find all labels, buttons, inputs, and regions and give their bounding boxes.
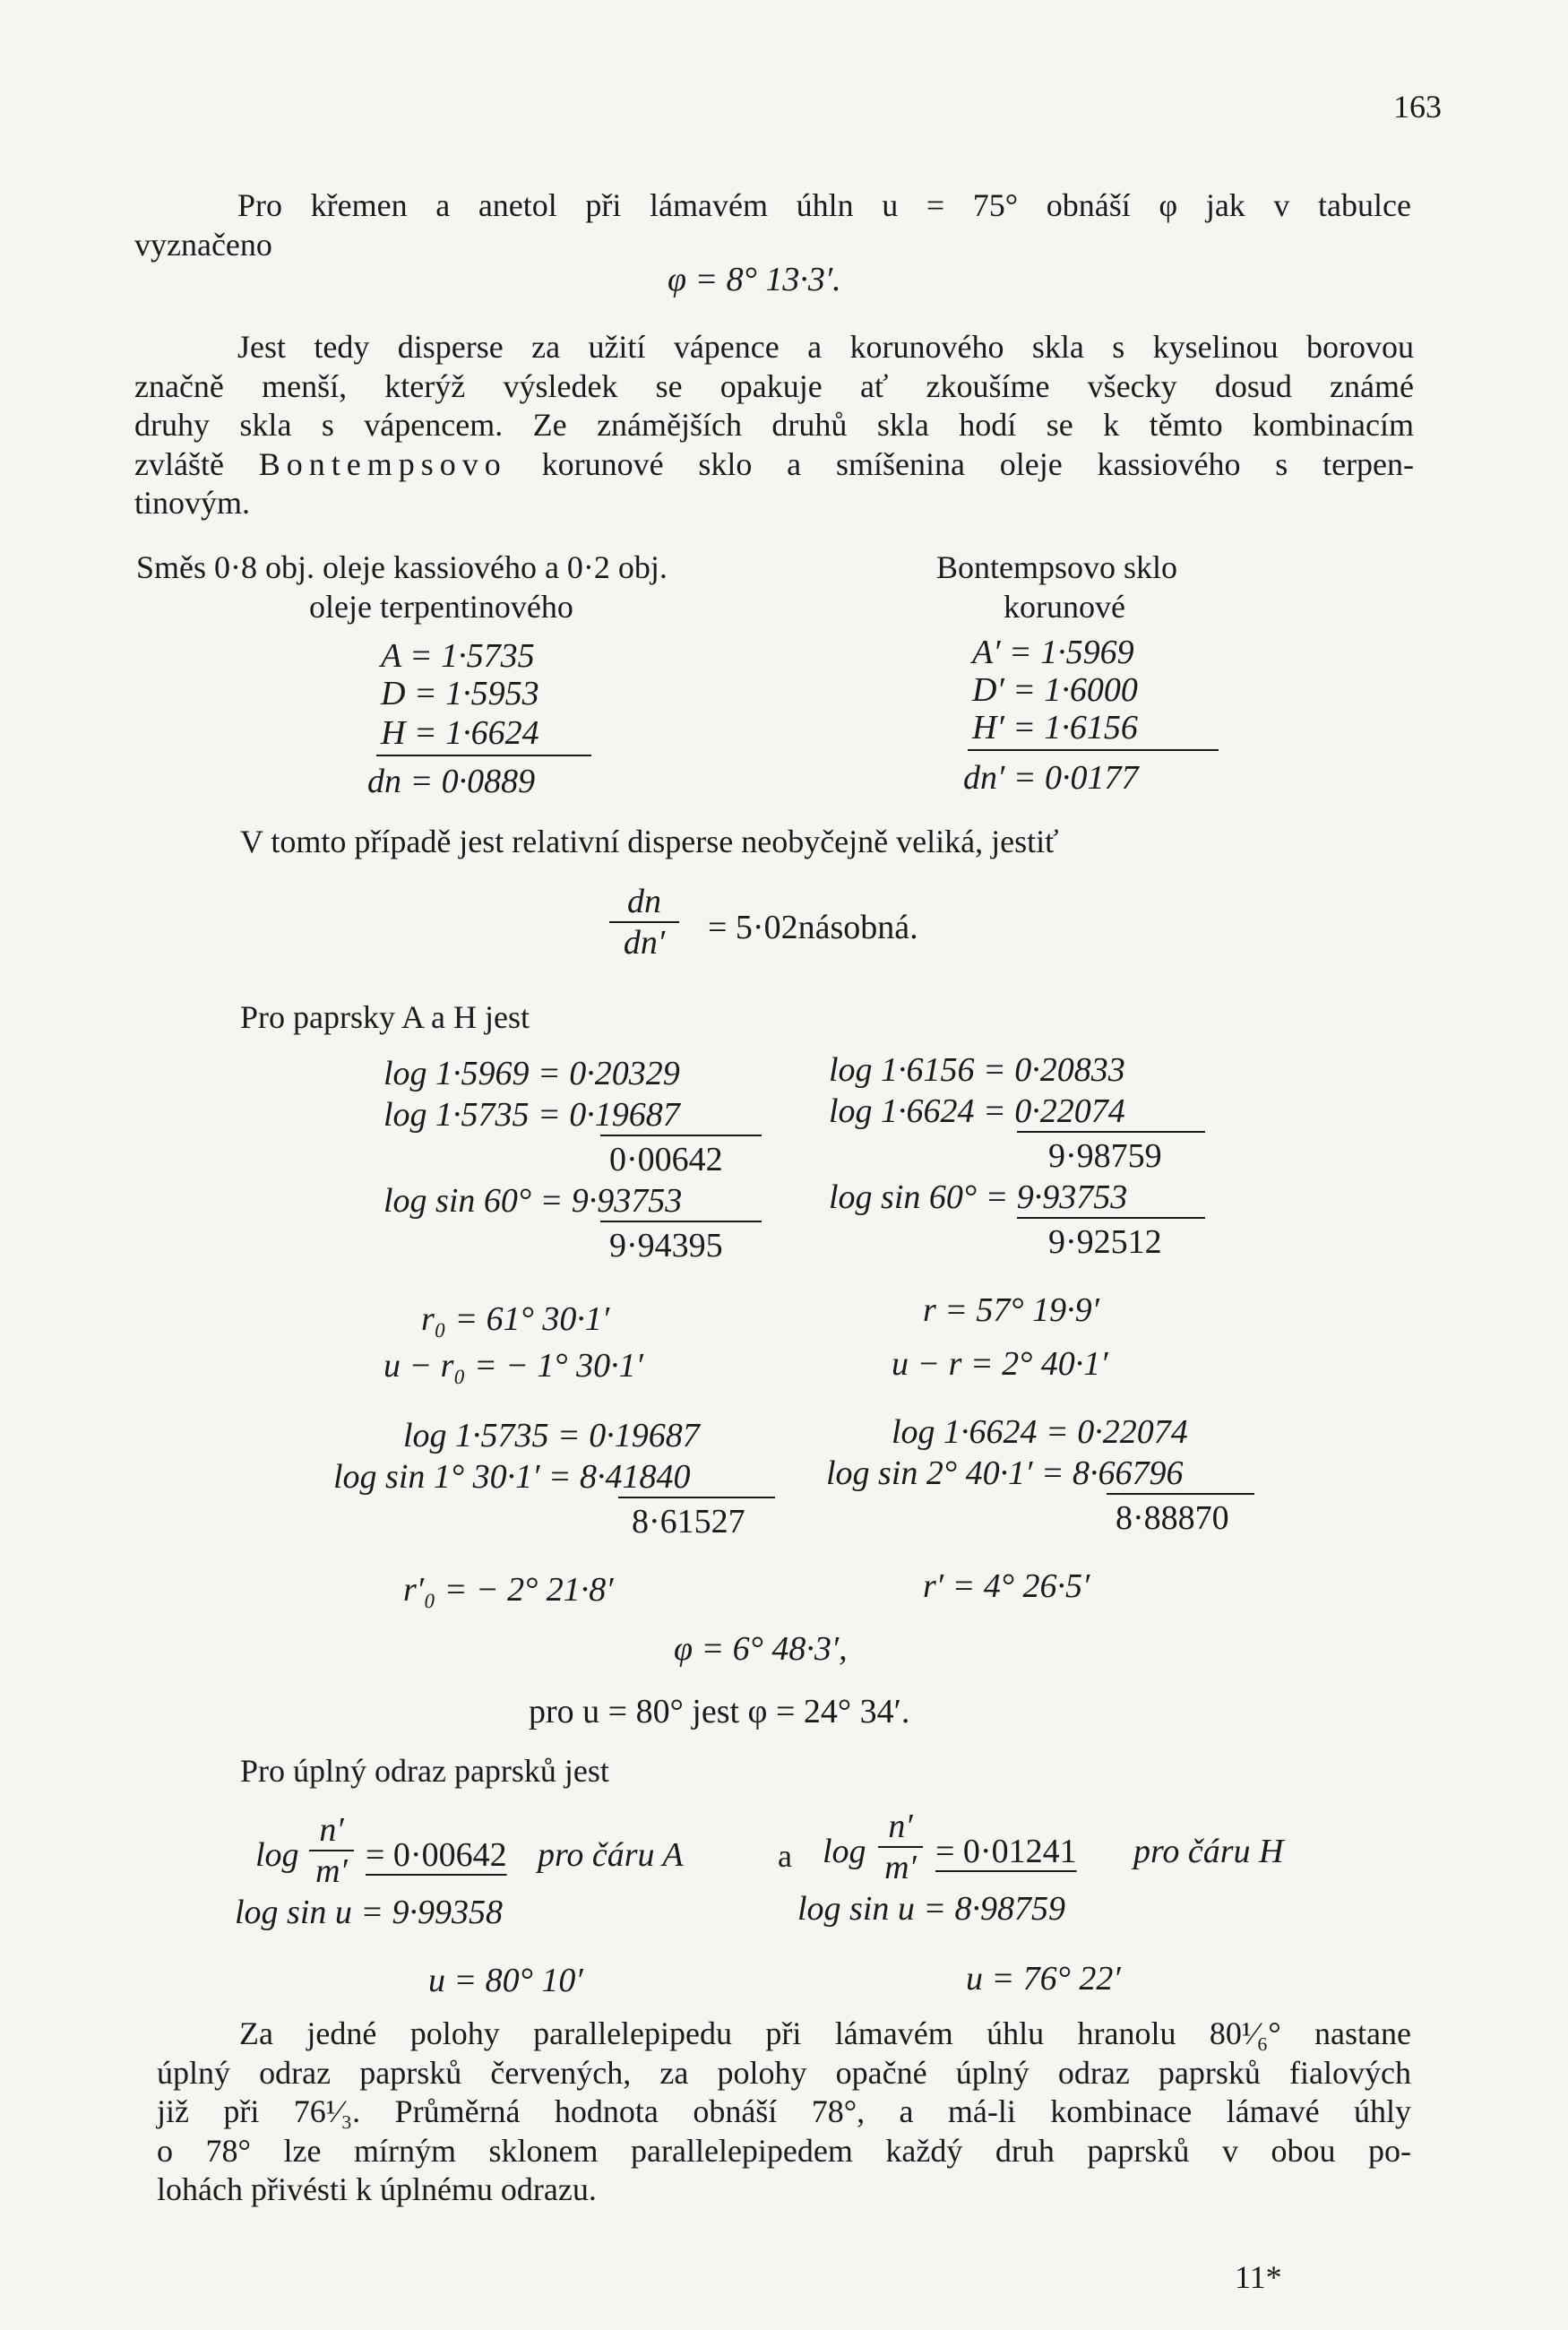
dispersion-result: dn′ = 0·0177 [963,759,1139,797]
log-row: log 1·6624 = 0·22074 [829,1092,1125,1130]
paragraph-line: úplný odraz paprsků červených, za polohy opačné úplný odraz paprsků fialových [157,2054,1411,2091]
refraction-row: H = 1·6624 [381,714,539,752]
paragraph-line: tinovým. [134,485,251,521]
refraction-row: H′ = 1·6156 [972,709,1138,746]
page-number: 163 [1393,89,1442,125]
refraction-row: D = 1·5953 [381,675,539,712]
refraction-row: A = 1·5735 [381,637,535,675]
phi-result: φ = 6° 48·3′, [674,1630,848,1668]
text-fragment: zvláště [134,445,224,482]
angle-row: u − r = 2° 40·1′ [892,1345,1108,1383]
paragraph-dispersion [134,328,1414,523]
signature-mark: 11* [1235,2259,1282,2295]
spaced-name: Bontempsovo [258,445,507,482]
angle-result: u = 80° 10′ [428,1962,583,1999]
fraction-bar [609,921,679,923]
log-result: 9·98759 [1048,1137,1162,1175]
log-row: log 1·5735 = 0·19687 [383,1096,680,1134]
log-sin-row: log sin u = 8·98759 [797,1890,1066,1928]
n-m-fraction [309,1812,354,1889]
paragraph-line: Za jedné polohy parallelepipedu při lámavém úhlu hranolu 80¹⁄₆° nastane [239,2015,1411,2051]
log-sin-row: log sin u = 9·99358 [235,1894,504,1931]
fraction-numerator: dn [627,883,661,920]
paragraph-line: Jest tedy disperse za užití vápence a korunového skla s kyselinou borovou [237,329,1414,365]
sum-rule [1017,1131,1205,1133]
paragraph-line: lohách přivésti k úplnému odrazu. [157,2171,597,2207]
paragraph-line: o 78° lze mírným sklonem parallelepipedem každý druh paprsků v obou po- [157,2132,1411,2169]
log-result: 9·94395 [609,1227,723,1264]
line-label: pro čáru H [1133,1833,1284,1870]
log-row: log sin 2° 40·1′ = 8·66796 [826,1454,1184,1492]
paragraph-reflection [157,2015,1411,2210]
angle-row: r = 57° 19·9′ [923,1291,1099,1329]
text-fragment: korunové sklo a smíšenina oleje kassiového s terpen- [541,445,1415,482]
fraction-denominator: m′ [315,1852,348,1890]
angle-row: r′₀ = − 2° 21·8′ [403,1571,614,1609]
fraction-numerator: n′ [319,1811,344,1849]
log-row: log sin 1° 30·1′ = 8·41840 [333,1458,691,1496]
rays-heading: Pro paprsky A a H jest [240,999,530,1035]
log-result: 9·92512 [1048,1223,1162,1261]
log-label: log [255,1836,299,1874]
fraction-numerator: n′ [888,1808,913,1845]
sum-rule [600,1221,762,1222]
fraction-denominator: dn′ [623,924,666,962]
paragraph-line [134,445,1414,485]
angle-row: r₀ = 61° 30·1′ [421,1300,610,1338]
log-row: log 1·5969 = 0·20329 [383,1055,680,1092]
paragraph-line: již při 76¹⁄₃. Průměrná hodnota obnáší 78°, a má-li kombinace lámavé úhly [157,2093,1411,2129]
conjunction: a [778,1838,792,1874]
angle-row: r′ = 4° 26·5′ [923,1567,1090,1605]
fraction-bar [878,1846,923,1848]
log-row: log 1·5735 = 0·19687 [403,1417,700,1454]
sum-rule [600,1135,762,1136]
paragraph-quartz [134,186,1411,264]
line-label: pro čáru A [538,1836,684,1874]
log-row: log sin 60° = 9·93753 [829,1178,1128,1216]
mixture-title: Směs 0·8 obj. oleje kassiového a 0·2 obj. [136,549,668,585]
log-result: 0·00642 [609,1141,723,1178]
dispersion-fraction [609,884,679,961]
n-m-fraction [878,1808,923,1886]
log-result: 8·61527 [632,1503,745,1540]
sum-rule [968,749,1219,751]
mixture-subtitle: oleje terpentinového [309,589,573,625]
paragraph-line: druhy skla s vápencem. Ze známějších druhů skla hodí se k těmto kombinacím [134,407,1414,443]
fraction-denominator: m′ [884,1849,917,1886]
paragraph-line: vyznačeno [134,226,272,263]
sum-rule [1017,1217,1205,1219]
formula-phi: φ = 8° 13·3′. [668,261,841,298]
log-result: 8·88870 [1116,1499,1229,1537]
angle-row: u − r₀ = − 1° 30·1′ [383,1347,643,1385]
glass-subtitle: korunové [1004,589,1125,625]
total-reflection-heading: Pro úplný odraz paprsků jest [240,1753,609,1789]
log-label: log [823,1833,866,1870]
log-row: log 1·6156 = 0·20833 [829,1051,1125,1089]
dispersion-result: dn = 0·0889 [367,763,536,800]
paragraph-line: značně menší, kterýž výsledek se opakuje ať zkoušíme všecky dosud známé [134,367,1414,404]
log-row: log sin 60° = 9·93753 [383,1182,683,1220]
fraction-bar [309,1850,354,1851]
sum-rule [618,1497,775,1498]
refraction-row: A′ = 1·5969 [972,634,1134,671]
sum-rule [1107,1493,1254,1495]
ratio-value: = 5·02násobná. [708,909,918,946]
log-value: = 0·00642 [366,1836,507,1874]
phi-80-result: pro u = 80° jest φ = 24° 34′. [529,1693,910,1730]
log-value: = 0·01241 [935,1833,1077,1870]
sum-rule [376,755,591,756]
glass-title: Bontempsovo sklo [936,549,1178,585]
ratio-sentence: V tomto případě jest relativní disperse neobyčejně veliká, jestiť [240,824,1059,859]
paragraph-line: Pro křemen a anetol při lámavém úhln u = 75° obnáší φ jak v tabulce [237,187,1411,223]
refraction-row: D′ = 1·6000 [972,671,1138,709]
log-row: log 1·6624 = 0·22074 [892,1413,1188,1451]
angle-result: u = 76° 22′ [966,1960,1121,1998]
